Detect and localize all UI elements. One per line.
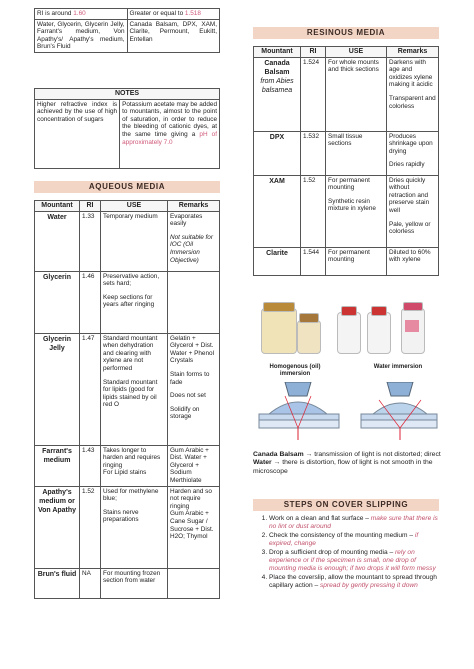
bottle-cap-image xyxy=(371,306,387,316)
ri-value: 1.52 xyxy=(301,175,326,247)
col-ri: RI xyxy=(301,47,326,58)
mountant-name: Apathy's medium or Von Apathy xyxy=(35,486,80,568)
list-item: 4. Place the coverslip, allow the mountant to spread through capillary action – spread by gently pressing it down xyxy=(269,574,443,590)
col-use: USE xyxy=(326,47,387,58)
notes-right: Potassium acetate may be added to mountants, almost to the point of saturation, in order to reduce the bleeding of cationic dyes, at the same time giving a pH of approximately 7.0 xyxy=(120,99,220,168)
col-mountant: Mountant xyxy=(35,201,80,212)
bottle-label-image xyxy=(405,320,419,332)
ri-value: 1.524 xyxy=(301,57,326,131)
resinous-media-title: RESINOUS MEDIA xyxy=(253,27,439,39)
use-cell: Small tissue sections xyxy=(326,131,387,175)
observation-canada-balsam: Canada Balsam → transmission of light is not distorted; direct xyxy=(253,451,441,458)
notes-title: NOTES xyxy=(35,89,220,100)
mountant-name: Glycerin xyxy=(35,271,80,333)
use-cell: Preservative action, sets hard; Keep sections for years after ringing xyxy=(101,271,168,333)
col-use: USE xyxy=(101,201,168,212)
mountant-name: Water xyxy=(35,211,80,271)
mountant-name: Clarite xyxy=(254,247,301,275)
table-row xyxy=(254,57,439,131)
table-row xyxy=(35,211,220,271)
aqueous-list-cell: Water, Glycerin, Glycerin Jelly, Farrant's medium, Von Apathy's/ Apathy's medium, Brun's Fluid xyxy=(35,19,128,52)
immersion-diagram xyxy=(255,382,439,442)
use-cell: Temporary medium xyxy=(101,211,168,271)
bottle-image xyxy=(337,312,361,354)
table-row xyxy=(35,486,220,568)
resinous-list-cell: Canada Balsam, DPX, XAM, Clarite, Permount, Eukitt, Entellan xyxy=(127,19,220,52)
col-remarks: Remarks xyxy=(168,201,220,212)
table-row xyxy=(35,271,220,333)
ri-value: 1.544 xyxy=(301,247,326,275)
use-cell: Takes longer to harden and requires ringing For Lipid stains xyxy=(101,445,168,486)
list-item: 1. Work on a clean and flat surface – make sure that there is no lint or dust around xyxy=(269,515,443,531)
table-row xyxy=(254,175,439,247)
remarks-cell: Evaporates easily Not suitable for IOC (Oil Immersion Objective) xyxy=(168,211,220,271)
use-cell: For mounting frozen section from water xyxy=(101,568,168,598)
ri-greater-cell: Greater or equal to 1.518 xyxy=(127,9,220,20)
water-immersion-label: Water immersion xyxy=(373,364,423,370)
use-cell: For permanent mounting xyxy=(326,247,387,275)
mountant-name: Canada Balsam from Abies balsamea xyxy=(254,57,301,131)
remarks-cell xyxy=(168,271,220,333)
observations xyxy=(253,451,443,476)
ri-value: 1.46 xyxy=(80,271,101,333)
observation-water: Water → there is distortion, flow of light is not smooth in the microscope xyxy=(253,459,433,475)
jar-lid-image xyxy=(263,302,295,312)
use-cell: Standard mountant when dehydration and clearing with xylene are not performed Standard mountant for lipids (good for lipids stained by oil red O xyxy=(101,333,168,445)
small-jar-image xyxy=(297,320,321,354)
steps-list xyxy=(253,515,443,591)
aqueous-media-title: AQUEOUS MEDIA xyxy=(34,181,220,193)
use-cell: For whole mounts and thick sections xyxy=(326,57,387,131)
mountant-name: XAM xyxy=(254,175,301,247)
steps-title: STEPS ON COVER SLIPPING xyxy=(253,499,439,511)
remarks-cell: Harden and so not require ringing Gum Arabic + Cane Sugar / Sucrose + Dist. H2O; Thymol xyxy=(168,486,220,568)
ri-value: 1.47 xyxy=(80,333,101,445)
jar-image xyxy=(261,308,297,354)
remarks-cell: Darkens with age and oxidizes xylene making it acidic Transparent and colorless xyxy=(387,57,439,131)
table-row xyxy=(35,568,220,598)
ri-value: 1.52 xyxy=(80,486,101,568)
bottle-cap-image xyxy=(341,306,357,316)
ri-around-cell: RI is around 1.60 xyxy=(35,9,128,20)
table-row xyxy=(254,247,439,275)
ri-value: NA xyxy=(80,568,101,598)
ri-value: 1.43 xyxy=(80,445,101,486)
list-item: 3. Drop a sufficient drop of mounting media – rely on experience or if the specimen is small, one drop of mounting media is enough; if two drops it will form messy xyxy=(269,549,443,573)
col-remarks: Remarks xyxy=(387,47,439,58)
oil-immersion-diagram xyxy=(259,382,339,440)
remarks-cell: Gelatin + Glycerol + Dist. Water + Phenol Crystals Stain forms to fade Does not set Solidify on storage xyxy=(168,333,220,445)
ri-comparison-table xyxy=(34,8,220,53)
ri-value: 1.33 xyxy=(80,211,101,271)
bottle-image xyxy=(367,312,391,354)
table-row xyxy=(35,333,220,445)
col-mountant: Mountant xyxy=(254,47,301,58)
use-cell: For permanent mounting Synthetic resin mixture in xylene xyxy=(326,175,387,247)
table-row xyxy=(254,131,439,175)
list-item: 2. Check the consistency of the mounting medium – if expired, change xyxy=(269,532,443,548)
use-cell: Used for methylene blue; Stains nerve preparations xyxy=(101,486,168,568)
col-ri: RI xyxy=(80,201,101,212)
notes-table xyxy=(34,88,220,169)
bottle-cap-image xyxy=(403,302,423,311)
remarks-cell: Diluted to 60% with xylene xyxy=(387,247,439,275)
homogenous-immersion-label: Homogenous (oil) immersion xyxy=(269,364,321,377)
mountant-name: Farrant's medium xyxy=(35,445,80,486)
resinous-table xyxy=(253,46,439,276)
remarks-cell: Dries quickly without retraction and preserve stain well Pale, yellow or colorless xyxy=(387,175,439,247)
immersion-figure xyxy=(253,298,443,448)
water-immersion-diagram xyxy=(361,382,437,440)
notes-left: Higher refractive index is achieved by the use of high concentration of sugars xyxy=(35,99,120,168)
mountant-name: Glycerin Jelly xyxy=(35,333,80,445)
mountant-name: Brun's fluid xyxy=(35,568,80,598)
ri-value: 1.532 xyxy=(301,131,326,175)
remarks-cell: Gum Arabic + Dist. Water + Glycerol + Sodium Merthiolate xyxy=(168,445,220,486)
remarks-cell xyxy=(168,568,220,598)
mountant-name: DPX xyxy=(254,131,301,175)
remarks-cell: Produces shrinkage upon drying Dries rapidly xyxy=(387,131,439,175)
table-row xyxy=(35,445,220,486)
small-jar-lid-image xyxy=(299,313,319,323)
aqueous-table xyxy=(34,200,220,599)
